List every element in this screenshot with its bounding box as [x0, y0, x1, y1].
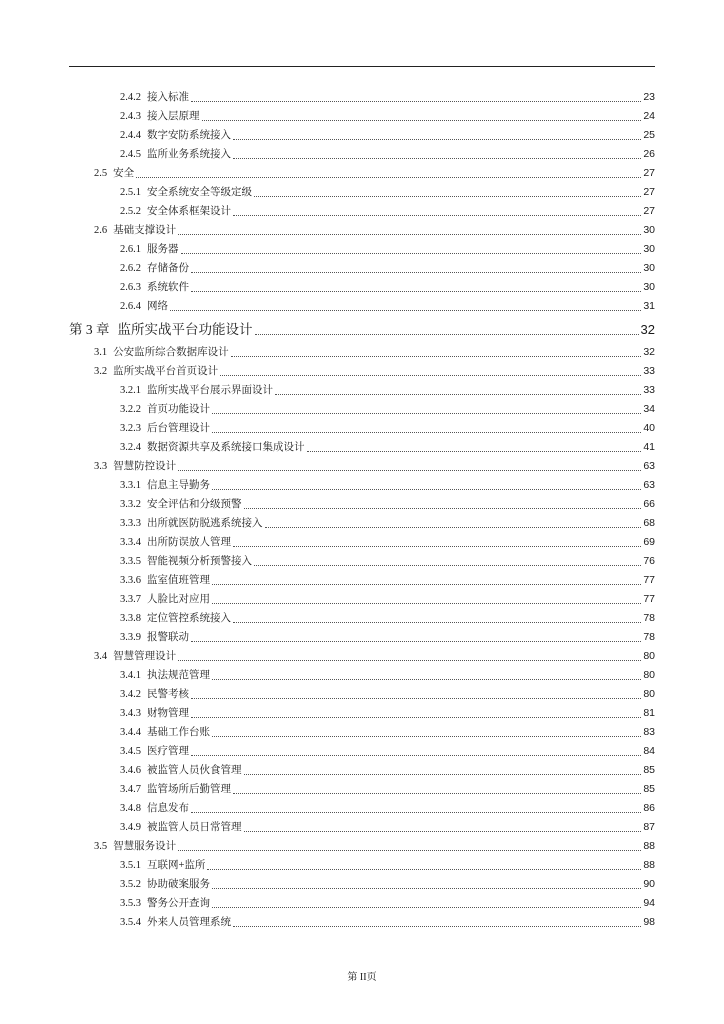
toc-entry-title: 出所就医防脱逃系统接入 [147, 518, 263, 529]
toc-entry-number: 2.6.1 [120, 244, 141, 255]
toc-entry[interactable] [120, 799, 655, 818]
toc-entry[interactable] [120, 628, 655, 647]
toc-leader-dots [275, 394, 641, 395]
toc-entry-title: 监室值班管理 [147, 575, 210, 586]
toc-entry-number: 2.6.2 [120, 263, 141, 274]
toc-leader-dots [233, 158, 641, 159]
toc-entry-title: 存储备份 [147, 263, 189, 274]
toc-entry[interactable] [120, 666, 655, 685]
toc-entry-number: 3.4.9 [120, 822, 141, 833]
toc-leader-dots [212, 432, 641, 433]
toc-entry-number: 3.4.3 [120, 708, 141, 719]
toc-entry[interactable] [120, 761, 655, 780]
toc-entry-title: 信息主导勤务 [147, 480, 210, 491]
toc-entry[interactable] [120, 419, 655, 438]
toc-entry-title: 财物管理 [147, 708, 189, 719]
toc-entry[interactable] [120, 495, 655, 514]
page-footer: 第 II页 [347, 972, 377, 983]
toc-entry[interactable] [120, 514, 655, 533]
toc-entry[interactable] [120, 818, 655, 837]
toc-entry[interactable] [120, 894, 655, 913]
toc-entry-title: 出所防误放人管理 [147, 537, 231, 548]
toc-entry-title: 被监管人员伙食管理 [147, 765, 242, 776]
toc-leader-dots [233, 793, 641, 794]
toc-entry[interactable] [120, 685, 655, 704]
toc-entry-number: 3.5.4 [120, 917, 141, 928]
toc-leader-dots [233, 546, 641, 547]
toc-leader-dots [178, 850, 641, 851]
toc-leader-dots [191, 291, 641, 292]
toc-entry-page: 26 [643, 148, 655, 160]
toc-entry-page: 90 [643, 878, 655, 890]
toc-entry-number: 3.1 [94, 347, 108, 358]
toc-entry-page: 27 [643, 205, 655, 217]
toc-entry-page: 80 [643, 650, 655, 662]
toc-entry-page: 30 [643, 243, 655, 255]
toc-entry-title: 智慧管理设计 [113, 651, 177, 662]
toc-entry-title: 智慧防控设计 [113, 461, 177, 472]
toc-leader-dots [212, 489, 641, 490]
toc-leader-dots [212, 679, 641, 680]
toc-entry-number: 3.4.6 [120, 765, 141, 776]
toc-entry-number: 3.5.2 [120, 879, 141, 890]
toc-entry-page: 41 [643, 441, 655, 453]
toc-entry-page: 66 [643, 498, 655, 510]
toc-entry-page: 88 [643, 859, 655, 871]
toc-entry-title: 监所实战平台展示界面设计 [147, 385, 273, 396]
toc-entry-page: 32 [643, 346, 655, 358]
toc-entry-title: 接入层原理 [147, 111, 200, 122]
toc-entry-number: 3.5 [94, 841, 108, 852]
toc-entry-page: 94 [643, 897, 655, 909]
toc-entry-page: 85 [643, 783, 655, 795]
toc-entry[interactable] [120, 913, 655, 932]
toc-entry-page: 86 [643, 802, 655, 814]
toc-leader-dots [233, 215, 641, 216]
toc-entry[interactable] [94, 457, 655, 476]
toc-entry[interactable] [120, 552, 655, 571]
toc-entry-title: 民警考核 [147, 689, 189, 700]
toc-entry-number: 3.4.5 [120, 746, 141, 757]
toc-entry-title: 安全 [113, 168, 135, 179]
toc-entry[interactable] [120, 742, 655, 761]
toc-entry-number: 3.3.7 [120, 594, 141, 605]
toc-entry-title: 医疗管理 [147, 746, 189, 757]
toc-entry-page: 63 [643, 460, 655, 472]
toc-entry-title: 被监管人员日常管理 [147, 822, 242, 833]
toc-leader-dots [220, 375, 641, 376]
toc-entry-number: 3.3.1 [120, 480, 141, 491]
toc-entry-title: 系统软件 [147, 282, 189, 293]
toc-entry[interactable] [94, 164, 655, 183]
toc-entry-page: 84 [643, 745, 655, 757]
toc-entry[interactable] [120, 126, 655, 145]
toc-entry-number: 3.2.4 [120, 442, 141, 453]
toc-entry-title: 信息发布 [147, 803, 189, 814]
toc-entry-page: 31 [643, 300, 655, 312]
toc-leader-dots [207, 869, 641, 870]
toc-entry-number: 3.2.3 [120, 423, 141, 434]
toc-entry-page: 81 [643, 707, 655, 719]
toc-leader-dots [202, 120, 642, 121]
toc-entry-title: 监所实战平台功能设计 [117, 322, 253, 337]
toc-entry[interactable] [120, 107, 655, 126]
toc-leader-dots [212, 907, 641, 908]
toc-leader-dots [255, 334, 639, 335]
toc-entry-title: 人脸比对应用 [147, 594, 210, 605]
toc-entry[interactable] [120, 723, 655, 742]
toc-entry-number: 3.4.8 [120, 803, 141, 814]
toc-leader-dots [212, 736, 641, 737]
toc-entry-number: 3.3.8 [120, 613, 141, 624]
toc-entry[interactable] [120, 875, 655, 894]
toc-entry-title: 智能视频分析预警接入 [147, 556, 252, 567]
toc-entry-title: 互联网+监所 [147, 860, 206, 871]
toc-entry[interactable] [120, 704, 655, 723]
toc-entry-title: 基础工作台账 [147, 727, 210, 738]
toc-leader-dots [191, 812, 641, 813]
toc-entry[interactable] [94, 362, 655, 381]
toc-entry-page: 63 [643, 479, 655, 491]
toc-entry[interactable] [120, 202, 655, 221]
toc-entry[interactable] [69, 318, 655, 342]
toc-entry-title: 安全评估和分级预警 [147, 499, 242, 510]
toc-entry-page: 88 [643, 840, 655, 852]
toc-entry-number: 第 3 章 [69, 322, 110, 337]
toc-leader-dots [212, 603, 641, 604]
toc-entry-title: 安全体系框架设计 [147, 206, 231, 217]
toc-entry-number: 3.3.2 [120, 499, 141, 510]
toc-entry[interactable] [120, 400, 655, 419]
toc-entry-title: 监管场所后勤管理 [147, 784, 231, 795]
toc-entry[interactable] [94, 221, 655, 240]
toc-entry-page: 69 [643, 536, 655, 548]
toc-entry-number: 3.4.4 [120, 727, 141, 738]
toc-entry-number: 2.6.4 [120, 301, 141, 312]
toc-leader-dots [170, 310, 641, 311]
toc-entry-number: 3.4.7 [120, 784, 141, 795]
toc-entry-page: 25 [643, 129, 655, 141]
toc-entry-page: 80 [643, 688, 655, 700]
toc-entry-title: 协助破案服务 [147, 879, 210, 890]
toc-entry-title: 执法规范管理 [147, 670, 210, 681]
toc-entry-title: 服务器 [147, 244, 179, 255]
toc-entry[interactable] [120, 88, 655, 107]
toc-entry-number: 3.5.3 [120, 898, 141, 909]
toc-entry-number: 3.3 [94, 461, 108, 472]
toc-entry-number: 2.4.2 [120, 92, 141, 103]
toc-entry-page: 77 [643, 574, 655, 586]
toc-entry-title: 数字安防系统接入 [147, 130, 231, 141]
toc-leader-dots [191, 272, 641, 273]
toc-entry-page: 80 [643, 669, 655, 681]
toc-entry-page: 98 [643, 916, 655, 928]
toc-leader-dots [233, 139, 641, 140]
toc-entry-title: 接入标准 [147, 92, 189, 103]
toc-entry-page: 76 [643, 555, 655, 567]
toc-leader-dots [191, 698, 641, 699]
toc-entry-page: 27 [643, 167, 655, 179]
toc-entry-page: 85 [643, 764, 655, 776]
toc-leader-dots [178, 470, 641, 471]
toc-entry-page: 30 [643, 281, 655, 293]
toc-leader-dots [191, 755, 641, 756]
toc-entry[interactable] [120, 571, 655, 590]
toc-entry-title: 后台管理设计 [147, 423, 210, 434]
toc-entry-number: 2.5 [94, 168, 108, 179]
toc-entry-title: 监所业务系统接入 [147, 149, 231, 160]
toc-entry-page: 32 [640, 322, 655, 337]
toc-leader-dots [244, 774, 642, 775]
toc-entry-page: 77 [643, 593, 655, 605]
toc-leader-dots [244, 508, 642, 509]
toc-leader-dots [231, 356, 642, 357]
toc-entry-page: 30 [643, 262, 655, 274]
toc-entry-page: 78 [643, 631, 655, 643]
toc-entry[interactable] [120, 476, 655, 495]
toc-entry[interactable] [120, 438, 655, 457]
toc-leader-dots [191, 101, 641, 102]
toc-leader-dots [178, 660, 641, 661]
toc-entry-page: 30 [643, 224, 655, 236]
toc-entry[interactable] [120, 780, 655, 799]
toc-leader-dots [254, 196, 641, 197]
toc-entry[interactable] [120, 533, 655, 552]
toc-entry-page: 33 [643, 384, 655, 396]
toc-entry-number: 3.3.4 [120, 537, 141, 548]
toc-entry-page: 33 [643, 365, 655, 377]
toc-entry-number: 3.2 [94, 366, 108, 377]
toc-entry-number: 3.2.1 [120, 385, 141, 396]
toc-entry-title: 外来人员管理系统 [147, 917, 231, 928]
toc-leader-dots [244, 831, 642, 832]
toc-leader-dots [191, 641, 641, 642]
toc-entry-page: 78 [643, 612, 655, 624]
toc-leader-dots [233, 622, 641, 623]
toc-entry-number: 3.4.2 [120, 689, 141, 700]
toc-entry-number: 3.4.1 [120, 670, 141, 681]
toc-entry[interactable] [120, 856, 655, 875]
toc-entry-page: 87 [643, 821, 655, 833]
toc-entry-page: 27 [643, 186, 655, 198]
toc-entry-page: 40 [643, 422, 655, 434]
toc-entry[interactable] [120, 278, 655, 297]
toc-entry-number: 2.6 [94, 225, 108, 236]
toc-entry-number: 3.3.5 [120, 556, 141, 567]
toc-entry[interactable] [120, 183, 655, 202]
toc-entry[interactable] [120, 590, 655, 609]
toc-entry-title: 数据资源共享及系统接口集成设计 [147, 442, 305, 453]
toc-entry[interactable] [120, 145, 655, 164]
toc-entry-page: 24 [643, 110, 655, 122]
toc-leader-dots [265, 527, 642, 528]
toc-entry[interactable] [120, 240, 655, 259]
toc-leader-dots [191, 717, 641, 718]
toc-entry-number: 2.4.4 [120, 130, 141, 141]
toc-entry-number: 2.5.2 [120, 206, 141, 217]
toc-entry-title: 定位管控系统接入 [147, 613, 231, 624]
toc-entry[interactable] [120, 381, 655, 400]
toc-entry-page: 34 [643, 403, 655, 415]
toc-entry-number: 3.5.1 [120, 860, 141, 871]
toc-entry-title: 监所实战平台首页设计 [113, 366, 219, 377]
toc-entry-number: 3.3.9 [120, 632, 141, 643]
toc-leader-dots [212, 888, 641, 889]
toc-leader-dots [307, 451, 642, 452]
toc-entry[interactable] [120, 297, 655, 316]
toc-entry[interactable] [94, 647, 655, 666]
toc-entry[interactable] [94, 343, 655, 362]
toc-entry[interactable] [94, 837, 655, 856]
toc-entry-title: 首页功能设计 [147, 404, 210, 415]
toc-entry-number: 3.3.6 [120, 575, 141, 586]
toc-entry[interactable] [120, 609, 655, 628]
toc-entry-page: 68 [643, 517, 655, 529]
toc-leader-dots [233, 926, 641, 927]
toc-entry-number: 2.4.3 [120, 111, 141, 122]
toc-entry-number: 2.5.1 [120, 187, 141, 198]
toc-entry-title: 智慧服务设计 [113, 841, 177, 852]
toc-entry[interactable] [120, 259, 655, 278]
toc-leader-dots [136, 177, 641, 178]
toc-entry-title: 公安监所综合数据库设计 [113, 347, 229, 358]
toc-entry-number: 2.6.3 [120, 282, 141, 293]
toc-leader-dots [212, 413, 641, 414]
toc-entry-number: 3.2.2 [120, 404, 141, 415]
toc-entry-title: 安全系统安全等级定级 [147, 187, 252, 198]
toc-entry-number: 2.4.5 [120, 149, 141, 160]
toc-entry-page: 23 [643, 91, 655, 103]
toc-entry-title: 网络 [147, 301, 168, 312]
toc-entry-title: 报警联动 [147, 632, 189, 643]
toc-leader-dots [178, 234, 641, 235]
toc-entry-page: 83 [643, 726, 655, 738]
toc-entry-number: 3.3.3 [120, 518, 141, 529]
toc-entry-title: 警务公开查询 [147, 898, 210, 909]
header-rule [69, 66, 655, 67]
toc-entry-number: 3.4 [94, 651, 108, 662]
toc-leader-dots [181, 253, 642, 254]
toc-leader-dots [212, 584, 641, 585]
toc-leader-dots [254, 565, 641, 566]
toc-entry-title: 基础支撑设计 [113, 225, 177, 236]
